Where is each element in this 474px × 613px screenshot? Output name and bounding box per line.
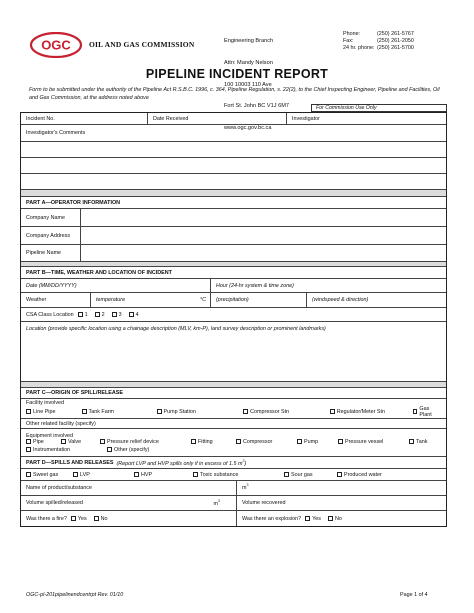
checkbox-icon[interactable] [71, 516, 76, 521]
incident-no-label: Incident No. [26, 115, 55, 122]
checkbox-icon[interactable] [157, 409, 162, 414]
company-name-input[interactable] [81, 209, 446, 226]
facility-pump-station[interactable]: Pump Station [157, 406, 237, 418]
hour-label: Hour (24-hr system & time zone) [216, 282, 294, 289]
explosion-no-option[interactable]: No [328, 516, 342, 522]
date-received-label: Date Received [153, 115, 189, 122]
footer-page-number: Page 1 of 4 [400, 592, 428, 598]
contact-block [343, 31, 414, 53]
checkbox-icon[interactable] [337, 472, 342, 477]
investigators-comments-field[interactable] [21, 125, 446, 141]
product-name-field[interactable] [21, 481, 237, 495]
volume-spilled-field[interactable] [21, 496, 237, 510]
checkbox-icon[interactable] [330, 409, 335, 414]
wind-label: (windspeed & direction) [312, 297, 369, 303]
checkbox-icon[interactable] [26, 409, 31, 414]
checkbox-icon[interactable] [191, 439, 196, 444]
investigator-label: Investigator [292, 115, 320, 122]
phone-value: (250) 261-5767 [377, 31, 414, 37]
equipment-pressure-vessel[interactable]: Pressure vessel [338, 439, 402, 445]
checkbox-icon[interactable] [129, 312, 134, 317]
other-facility-field[interactable] [21, 419, 446, 428]
checkbox-icon[interactable] [94, 516, 99, 521]
csa-class-row [21, 308, 446, 321]
investigators-comments-label: Investigator's Comments [26, 130, 86, 136]
csa-option-1[interactable]: 1 [78, 312, 88, 318]
checkbox-icon[interactable] [26, 439, 31, 444]
checkbox-icon[interactable] [409, 439, 414, 444]
equipment-pressure-relief-device[interactable]: Pressure relief device [100, 439, 184, 445]
address-line: Attn: Mandy Nelson [224, 60, 273, 67]
address-line: 100 10003 110 Ave [224, 81, 272, 88]
checkbox-icon[interactable] [82, 409, 87, 414]
fire-question-label: Was there a fire? [26, 515, 67, 522]
part-a-heading: PART A—OPERATOR INFORMATION [26, 199, 121, 206]
csa-option-3[interactable]: 3 [112, 312, 122, 318]
checkbox-icon[interactable] [236, 439, 241, 444]
checkbox-icon[interactable] [78, 312, 83, 317]
checkbox-icon[interactable] [100, 439, 105, 444]
date-label: Date (MM/DD/YYYY) [26, 282, 77, 289]
phone-label: Phone: [343, 31, 361, 37]
explosion-question-row [237, 511, 446, 526]
product-unit-field[interactable] [237, 481, 446, 495]
intro-text: Form to be submitted under the authority of the Pipeline Act R.S.B.C. 1996, c. 364, Pipeline Regulation, s. 22(2), to the Chief Inspecting Engineer, Pipeline and Facilities, Oil and Gas Commission, at the address noted above [29, 87, 440, 101]
checkbox-icon[interactable] [26, 447, 31, 452]
checkbox-icon[interactable] [107, 447, 112, 452]
product-lvp[interactable]: LVP [73, 472, 127, 478]
checkbox-icon[interactable] [112, 312, 117, 317]
equipment-instrumentation[interactable]: Instrumentation [26, 447, 100, 453]
product-hvp[interactable]: HVP [134, 472, 186, 478]
equipment-tank[interactable]: Tank [409, 439, 427, 445]
part-b-heading: PART B—TIME, WEATHER AND LOCATION OF INCIDENT [26, 269, 172, 276]
location-field[interactable] [21, 322, 446, 381]
product-sour-gas[interactable]: Sour gas [284, 472, 330, 478]
fire-no-option[interactable]: No [94, 516, 108, 522]
precipitation-field[interactable] [211, 293, 307, 307]
incident-form [20, 112, 447, 527]
weather-label: Weather [21, 293, 91, 307]
temperature-label: temperature [96, 297, 126, 303]
comments-line[interactable] [21, 158, 446, 173]
temperature-field[interactable] [91, 293, 211, 307]
product-produced-water[interactable]: Produced water [337, 472, 382, 478]
pipeline-name-label: Pipeline Name [21, 245, 81, 261]
volume-recovered-field[interactable] [237, 496, 446, 510]
product-type-row [21, 469, 446, 480]
product-name-label: Name of product/substance [26, 485, 92, 491]
address-line: Fort St. John BC V1J 6M7 [224, 103, 289, 110]
checkbox-icon[interactable] [61, 439, 66, 444]
checkbox-icon[interactable] [338, 439, 343, 444]
checkbox-icon[interactable] [413, 409, 418, 414]
fire-yes-option[interactable]: Yes [71, 516, 87, 522]
equipment-valve[interactable]: Valve [61, 439, 93, 445]
facility-involved-group [21, 399, 449, 418]
part-c-heading: PART C—ORIGIN OF SPILL/RELEASE [26, 390, 123, 396]
celsius-unit: °C [199, 297, 206, 303]
address-line: Engineering Branch [224, 38, 274, 45]
facility-compressor-stn[interactable]: Compressor Stn [243, 406, 323, 418]
explosion-yes-option[interactable]: Yes [305, 516, 321, 522]
checkbox-icon[interactable] [328, 516, 333, 521]
checkbox-icon[interactable] [134, 472, 139, 477]
ogc-logo [30, 32, 82, 58]
date-field[interactable] [21, 279, 211, 292]
hour-field[interactable] [211, 279, 446, 292]
part-d-heading: PART D—SPILLS AND RELEASES [26, 459, 114, 466]
m3-unit: $m^3$ [242, 483, 249, 491]
checkbox-icon[interactable] [73, 472, 78, 477]
address-line: www.ogc.gov.bc.ca [224, 124, 272, 131]
checkbox-icon[interactable] [193, 472, 198, 477]
equipment-involved-group [21, 429, 446, 456]
24hr-phone-value: (250) 261-5700 [377, 45, 414, 52]
org-name: OIL AND GAS COMMISSION [89, 40, 195, 49]
checkbox-icon[interactable] [26, 472, 31, 477]
logo-text: OGC [41, 37, 71, 53]
equipment-compressor[interactable]: Compressor [236, 439, 290, 445]
equipment-involved-label: Equipment involved [26, 432, 74, 439]
equipment-pipe[interactable]: Pipe [26, 439, 54, 445]
checkbox-icon[interactable] [95, 312, 100, 317]
wind-field[interactable] [307, 293, 446, 307]
company-address-label: Company Address [21, 227, 81, 244]
date-received-field[interactable] [148, 113, 287, 124]
commission-use-label: For Commission Use Only [311, 104, 447, 112]
product-sweet-gas[interactable]: Sweet gas [26, 472, 66, 478]
comments-line[interactable] [21, 142, 446, 157]
csa-class-label: CSA Class Location [26, 311, 74, 318]
pipeline-name-input[interactable] [81, 245, 446, 261]
precipitation-label: (precipitation) [216, 297, 249, 303]
volume-spilled-label: Volume spilled/released [26, 500, 83, 506]
facility-tank-farm[interactable]: Tank Farm [82, 406, 150, 418]
csa-option-2[interactable]: 2 [95, 312, 105, 318]
fire-question-row [21, 511, 237, 526]
product-toxic-substance[interactable]: Toxic substance [193, 472, 277, 478]
comments-line[interactable] [21, 174, 446, 189]
page-title: PIPELINE INCIDENT REPORT [145, 67, 329, 81]
fax-value: (250) 261-2050 [377, 38, 414, 45]
part-d-note: (Report LVP and HVP spills only if in excess of 1.5 $m^3$) [116, 458, 247, 467]
checkbox-icon[interactable] [305, 516, 310, 521]
separator [21, 190, 446, 197]
24hr-phone-label: 24 hr. phone: [343, 45, 375, 52]
company-address-input[interactable] [81, 227, 446, 244]
other-facility-label: Other related facility (specify) [26, 420, 96, 427]
explosion-question-label: Was there an explosion? [242, 515, 302, 522]
part-d-heading-row [21, 457, 446, 468]
investigator-field[interactable] [287, 113, 446, 124]
equipment-other[interactable]: Other (specify) [107, 447, 149, 453]
footer-form-id: OGC-pl-201pipelinendcentrpt Rev. 01/10 [26, 592, 124, 598]
checkbox-icon[interactable] [284, 472, 289, 477]
facility-regulator-meter-stn[interactable]: Regulator/Meter Stn [330, 406, 406, 418]
equipment-fitting[interactable]: Fitting [191, 439, 229, 445]
facility-involved-label: Facility involved [26, 399, 65, 406]
checkbox-icon[interactable] [297, 439, 302, 444]
csa-option-4[interactable]: 4 [129, 312, 139, 318]
facility-gas-plant[interactable]: Gas Plant [413, 406, 443, 418]
location-label: Location (provide specific location using a chainage description (MLV, km-P), land survey description or prominent landmarks) [26, 326, 326, 332]
equipment-pump[interactable]: Pump [297, 439, 331, 445]
checkbox-icon[interactable] [243, 409, 248, 414]
incident-no-field[interactable] [21, 113, 148, 124]
volume-recovered-label: Volume recovered [242, 500, 286, 506]
company-name-label: Company Name [21, 209, 81, 226]
facility-line-pipe[interactable]: Line Pipe [26, 406, 75, 418]
m3-unit: $m^3$ [213, 499, 220, 507]
fax-label: Fax: [343, 38, 354, 45]
